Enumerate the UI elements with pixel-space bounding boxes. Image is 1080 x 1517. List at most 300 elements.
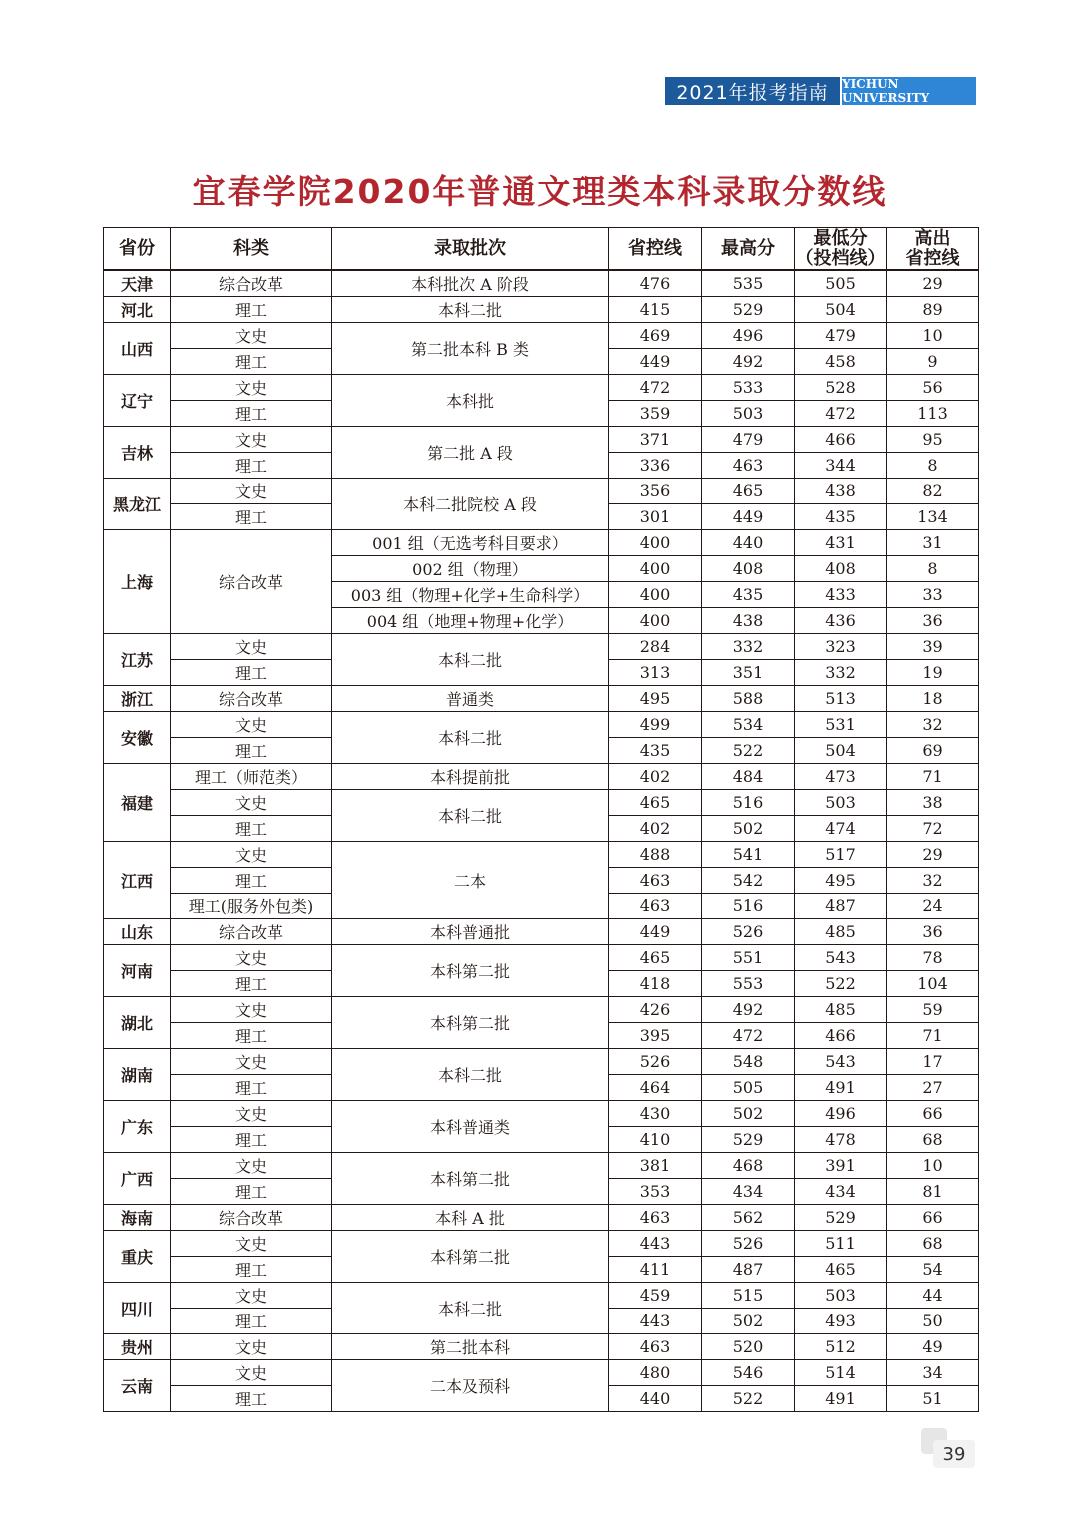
table-row: [104, 919, 979, 945]
control-line-cell: 402: [609, 763, 702, 789]
control-line-cell: 359: [609, 400, 702, 426]
table-row: [104, 478, 979, 504]
control-line-cell: 464: [609, 1075, 702, 1101]
category-cell: 文史: [171, 1049, 332, 1075]
category-cell: 文史: [171, 945, 332, 971]
above-control-cell: 68: [887, 1126, 979, 1152]
table-row: [104, 686, 979, 712]
province-cell: 四川: [104, 1282, 171, 1334]
min-score-cell: 522: [795, 971, 887, 997]
category-cell: 理工: [171, 1386, 332, 1412]
batch-cell: 本科二批: [332, 1282, 609, 1334]
table-row: [104, 296, 979, 322]
control-line-cell: 499: [609, 711, 702, 737]
min-score-cell: 391: [795, 1152, 887, 1178]
page-number: 39: [933, 1440, 975, 1468]
max-score-cell: 551: [702, 945, 795, 971]
max-score-cell: 516: [702, 893, 795, 919]
min-score-cell: 458: [795, 348, 887, 374]
min-score-cell: 504: [795, 737, 887, 763]
min-score-cell: 332: [795, 660, 887, 686]
above-control-cell: 19: [887, 660, 979, 686]
min-score-cell: 491: [795, 1075, 887, 1101]
min-score-cell: 543: [795, 945, 887, 971]
control-line-cell: 426: [609, 997, 702, 1023]
table-row: [104, 1204, 979, 1230]
control-line-cell: 476: [609, 270, 702, 296]
above-control-cell: 89: [887, 296, 979, 322]
table-row: [104, 374, 979, 400]
category-cell: 文史: [171, 789, 332, 815]
control-line-cell: 410: [609, 1126, 702, 1152]
control-line-cell: 463: [609, 893, 702, 919]
table-row: [104, 426, 979, 452]
above-control-cell: 78: [887, 945, 979, 971]
batch-cell: 004 组（地理+物理+化学）: [332, 608, 609, 634]
control-line-cell: 440: [609, 1386, 702, 1412]
category-cell: 综合改革: [171, 919, 332, 945]
category-cell: 理工: [171, 867, 332, 893]
batch-cell: 二本及预科: [332, 1360, 609, 1412]
table-row: [104, 1101, 979, 1127]
control-line-cell: 465: [609, 789, 702, 815]
control-line-cell: 313: [609, 660, 702, 686]
max-score-cell: 332: [702, 634, 795, 660]
max-score-cell: 553: [702, 971, 795, 997]
batch-cell: 002 组（物理）: [332, 556, 609, 582]
min-score-cell: 485: [795, 997, 887, 1023]
province-cell: 海南: [104, 1204, 171, 1230]
category-cell: 理工: [171, 452, 332, 478]
province-cell: 湖北: [104, 997, 171, 1049]
min-score-cell: 517: [795, 841, 887, 867]
category-cell: 理工: [171, 737, 332, 763]
table-row: [104, 1049, 979, 1075]
column-header: 最高分: [702, 228, 795, 271]
province-cell: 河南: [104, 945, 171, 997]
category-cell: 综合改革: [171, 270, 332, 296]
above-control-cell: 50: [887, 1308, 979, 1334]
min-score-cell: 495: [795, 867, 887, 893]
category-cell: 文史: [171, 1101, 332, 1127]
max-score-cell: 529: [702, 1126, 795, 1152]
above-control-cell: 9: [887, 348, 979, 374]
category-cell: 文史: [171, 322, 332, 348]
min-score-cell: 503: [795, 789, 887, 815]
max-score-cell: 438: [702, 608, 795, 634]
control-line-cell: 400: [609, 582, 702, 608]
batch-cell: 第二批 A 段: [332, 426, 609, 478]
table-body: [104, 270, 979, 1412]
category-cell: 理工: [171, 971, 332, 997]
university-label: YICHUN UNIVERSITY: [840, 77, 976, 105]
min-score-cell: 529: [795, 1204, 887, 1230]
category-cell: 理工: [171, 348, 332, 374]
min-score-cell: 408: [795, 556, 887, 582]
min-score-cell: 504: [795, 296, 887, 322]
control-line-cell: 430: [609, 1101, 702, 1127]
above-control-cell: 66: [887, 1204, 979, 1230]
control-line-cell: 395: [609, 1023, 702, 1049]
province-cell: 山西: [104, 322, 171, 374]
max-score-cell: 434: [702, 1178, 795, 1204]
page-header: [665, 77, 976, 105]
table-header-row: [104, 228, 979, 271]
max-score-cell: 529: [702, 296, 795, 322]
batch-cell: 本科 A 批: [332, 1204, 609, 1230]
province-cell: 福建: [104, 763, 171, 841]
category-cell: 理工: [171, 1075, 332, 1101]
control-line-cell: 371: [609, 426, 702, 452]
max-score-cell: 535: [702, 270, 795, 296]
category-cell: 理工: [171, 504, 332, 530]
province-cell: 河北: [104, 296, 171, 322]
max-score-cell: 492: [702, 348, 795, 374]
min-score-cell: 434: [795, 1178, 887, 1204]
min-score-cell: 466: [795, 426, 887, 452]
above-control-cell: 113: [887, 400, 979, 426]
category-cell: 文史: [171, 634, 332, 660]
province-cell: 浙江: [104, 686, 171, 712]
min-score-cell: 474: [795, 815, 887, 841]
column-header: 最低分 （投档线）: [795, 227, 886, 269]
above-control-cell: 32: [887, 711, 979, 737]
min-score-cell: 436: [795, 608, 887, 634]
max-score-cell: 484: [702, 763, 795, 789]
control-line-cell: 469: [609, 322, 702, 348]
column-header: 省控线: [609, 228, 702, 271]
max-score-cell: 526: [702, 919, 795, 945]
above-control-cell: 10: [887, 322, 979, 348]
min-score-cell: 479: [795, 322, 887, 348]
max-score-cell: 505: [702, 1075, 795, 1101]
above-control-cell: 68: [887, 1230, 979, 1256]
table-row: [104, 1230, 979, 1256]
province-cell: 山东: [104, 919, 171, 945]
min-score-cell: 485: [795, 919, 887, 945]
control-line-cell: 526: [609, 1049, 702, 1075]
max-score-cell: 542: [702, 867, 795, 893]
above-control-cell: 51: [887, 1386, 979, 1412]
above-control-cell: 33: [887, 582, 979, 608]
min-score-cell: 505: [795, 270, 887, 296]
category-cell: 文史: [171, 1334, 332, 1360]
max-score-cell: 449: [702, 504, 795, 530]
min-score-cell: 431: [795, 530, 887, 556]
above-control-cell: 32: [887, 867, 979, 893]
min-score-cell: 433: [795, 582, 887, 608]
above-control-cell: 36: [887, 919, 979, 945]
control-line-cell: 480: [609, 1360, 702, 1386]
control-line-cell: 465: [609, 945, 702, 971]
control-line-cell: 495: [609, 686, 702, 712]
category-cell: 理工: [171, 1308, 332, 1334]
province-cell: 上海: [104, 530, 171, 634]
table-row: [104, 1334, 979, 1360]
province-cell: 贵州: [104, 1334, 171, 1360]
max-score-cell: 503: [702, 400, 795, 426]
category-cell: 综合改革: [171, 530, 332, 634]
column-header: 录取批次: [332, 228, 609, 271]
category-cell: 文史: [171, 1152, 332, 1178]
control-line-cell: 336: [609, 452, 702, 478]
control-line-cell: 463: [609, 1334, 702, 1360]
batch-cell: 第二批本科: [332, 1334, 609, 1360]
min-score-cell: 512: [795, 1334, 887, 1360]
max-score-cell: 520: [702, 1334, 795, 1360]
category-cell: 文史: [171, 1360, 332, 1386]
min-score-cell: 438: [795, 478, 887, 504]
category-cell: 文史: [171, 478, 332, 504]
max-score-cell: 440: [702, 530, 795, 556]
above-control-cell: 31: [887, 530, 979, 556]
min-score-cell: 503: [795, 1282, 887, 1308]
min-score-cell: 493: [795, 1308, 887, 1334]
category-cell: 文史: [171, 374, 332, 400]
batch-cell: 本科二批: [332, 1049, 609, 1101]
batch-cell: 本科第二批: [332, 1152, 609, 1204]
max-score-cell: 548: [702, 1049, 795, 1075]
above-control-cell: 24: [887, 893, 979, 919]
above-control-cell: 10: [887, 1152, 979, 1178]
min-score-cell: 344: [795, 452, 887, 478]
control-line-cell: 463: [609, 1204, 702, 1230]
above-control-cell: 71: [887, 763, 979, 789]
batch-cell: 本科二批: [332, 711, 609, 763]
above-control-cell: 56: [887, 374, 979, 400]
province-cell: 云南: [104, 1360, 171, 1412]
table-row: [104, 322, 979, 348]
min-score-cell: 513: [795, 686, 887, 712]
max-score-cell: 472: [702, 1023, 795, 1049]
min-score-cell: 323: [795, 634, 887, 660]
table-row: [104, 634, 979, 660]
above-control-cell: 104: [887, 971, 979, 997]
batch-cell: 本科批: [332, 374, 609, 426]
table-row: [104, 841, 979, 867]
max-score-cell: 588: [702, 686, 795, 712]
max-score-cell: 496: [702, 322, 795, 348]
batch-cell: 普通类: [332, 686, 609, 712]
batch-cell: 本科普通批: [332, 919, 609, 945]
province-cell: 黑龙江: [104, 478, 171, 530]
above-control-cell: 34: [887, 1360, 979, 1386]
province-cell: 吉林: [104, 426, 171, 478]
batch-cell: 003 组（物理+化学+生命科学）: [332, 582, 609, 608]
column-header: 科类: [171, 228, 332, 271]
table-row: [104, 711, 979, 737]
above-control-cell: 81: [887, 1178, 979, 1204]
min-score-cell: 472: [795, 400, 887, 426]
batch-cell: 本科二批: [332, 296, 609, 322]
control-line-cell: 400: [609, 556, 702, 582]
max-score-cell: 351: [702, 660, 795, 686]
category-cell: 文史: [171, 997, 332, 1023]
control-line-cell: 301: [609, 504, 702, 530]
province-cell: 江苏: [104, 634, 171, 686]
category-cell: 理工: [171, 296, 332, 322]
batch-cell: 第二批本科 B 类: [332, 322, 609, 374]
above-control-cell: 59: [887, 997, 979, 1023]
min-score-cell: 466: [795, 1023, 887, 1049]
above-control-cell: 17: [887, 1049, 979, 1075]
min-score-cell: 514: [795, 1360, 887, 1386]
batch-cell: 本科第二批: [332, 945, 609, 997]
batch-cell: 本科批次 A 阶段: [332, 270, 609, 296]
above-control-cell: 134: [887, 504, 979, 530]
max-score-cell: 435: [702, 582, 795, 608]
max-score-cell: 463: [702, 452, 795, 478]
category-cell: 理工: [171, 660, 332, 686]
max-score-cell: 468: [702, 1152, 795, 1178]
above-control-cell: 82: [887, 478, 979, 504]
above-control-cell: 29: [887, 841, 979, 867]
category-cell: 文史: [171, 1282, 332, 1308]
control-line-cell: 418: [609, 971, 702, 997]
province-cell: 安徽: [104, 711, 171, 763]
min-score-cell: 531: [795, 711, 887, 737]
province-cell: 重庆: [104, 1230, 171, 1282]
batch-cell: 本科二批: [332, 634, 609, 686]
table-row: [104, 1360, 979, 1386]
max-score-cell: 487: [702, 1256, 795, 1282]
min-score-cell: 491: [795, 1386, 887, 1412]
province-cell: 广西: [104, 1152, 171, 1204]
above-control-cell: 29: [887, 270, 979, 296]
batch-cell: 本科提前批: [332, 763, 609, 789]
batch-cell: 本科二批: [332, 789, 609, 841]
max-score-cell: 546: [702, 1360, 795, 1386]
batch-cell: 本科第二批: [332, 997, 609, 1049]
batch-cell: 001 组（无选考科目要求）: [332, 530, 609, 556]
above-control-cell: 66: [887, 1101, 979, 1127]
max-score-cell: 465: [702, 478, 795, 504]
min-score-cell: 487: [795, 893, 887, 919]
control-line-cell: 400: [609, 530, 702, 556]
max-score-cell: 492: [702, 997, 795, 1023]
control-line-cell: 284: [609, 634, 702, 660]
max-score-cell: 515: [702, 1282, 795, 1308]
table-row: [104, 763, 979, 789]
category-cell: 文史: [171, 1230, 332, 1256]
control-line-cell: 488: [609, 841, 702, 867]
min-score-cell: 465: [795, 1256, 887, 1282]
control-line-cell: 411: [609, 1256, 702, 1282]
min-score-cell: 473: [795, 763, 887, 789]
category-cell: 理工: [171, 1178, 332, 1204]
admission-score-table: [103, 227, 979, 1412]
max-score-cell: 479: [702, 426, 795, 452]
category-cell: 综合改革: [171, 686, 332, 712]
max-score-cell: 516: [702, 789, 795, 815]
category-cell: 理工: [171, 1023, 332, 1049]
control-line-cell: 435: [609, 737, 702, 763]
min-score-cell: 478: [795, 1126, 887, 1152]
batch-cell: 本科第二批: [332, 1230, 609, 1282]
above-control-cell: 72: [887, 815, 979, 841]
max-score-cell: 502: [702, 1308, 795, 1334]
control-line-cell: 415: [609, 296, 702, 322]
above-control-cell: 95: [887, 426, 979, 452]
min-score-cell: 528: [795, 374, 887, 400]
category-cell: 理工: [171, 1256, 332, 1282]
max-score-cell: 522: [702, 737, 795, 763]
table-row: [104, 270, 979, 296]
max-score-cell: 502: [702, 1101, 795, 1127]
batch-cell: 本科二批院校 A 段: [332, 478, 609, 530]
max-score-cell: 541: [702, 841, 795, 867]
control-line-cell: 402: [609, 815, 702, 841]
control-line-cell: 443: [609, 1308, 702, 1334]
control-line-cell: 381: [609, 1152, 702, 1178]
control-line-cell: 353: [609, 1178, 702, 1204]
category-cell: 文史: [171, 711, 332, 737]
control-line-cell: 443: [609, 1230, 702, 1256]
min-score-cell: 543: [795, 1049, 887, 1075]
above-control-cell: 44: [887, 1282, 979, 1308]
category-cell: 理工（师范类）: [171, 763, 332, 789]
above-control-cell: 69: [887, 737, 979, 763]
max-score-cell: 522: [702, 1386, 795, 1412]
above-control-cell: 36: [887, 608, 979, 634]
above-control-cell: 54: [887, 1256, 979, 1282]
table-row: [104, 530, 979, 556]
control-line-cell: 472: [609, 374, 702, 400]
above-control-cell: 38: [887, 789, 979, 815]
column-header: 高出 省控线: [887, 228, 979, 271]
page-title: 宜春学院2020年普通文理类本科录取分数线: [192, 172, 888, 211]
province-cell: 江西: [104, 841, 171, 919]
guide-label: 2021年报考指南: [665, 77, 840, 105]
category-cell: 理工: [171, 1126, 332, 1152]
above-control-cell: 49: [887, 1334, 979, 1360]
max-score-cell: 408: [702, 556, 795, 582]
category-cell: 文史: [171, 426, 332, 452]
batch-cell: 本科普通类: [332, 1101, 609, 1153]
category-cell: 综合改革: [171, 1204, 332, 1230]
min-score-cell: 496: [795, 1101, 887, 1127]
control-line-cell: 400: [609, 608, 702, 634]
above-control-cell: 39: [887, 634, 979, 660]
table-row: [104, 1282, 979, 1308]
control-line-cell: 356: [609, 478, 702, 504]
above-control-cell: 8: [887, 556, 979, 582]
above-control-cell: 27: [887, 1075, 979, 1101]
batch-cell: 二本: [332, 841, 609, 919]
control-line-cell: 463: [609, 867, 702, 893]
province-cell: 广东: [104, 1101, 171, 1153]
max-score-cell: 526: [702, 1230, 795, 1256]
above-control-cell: 71: [887, 1023, 979, 1049]
category-cell: 文史: [171, 841, 332, 867]
max-score-cell: 533: [702, 374, 795, 400]
table-row: [104, 1152, 979, 1178]
province-cell: 天津: [104, 270, 171, 296]
above-control-cell: 18: [887, 686, 979, 712]
control-line-cell: 449: [609, 348, 702, 374]
control-line-cell: 459: [609, 1282, 702, 1308]
min-score-cell: 435: [795, 504, 887, 530]
max-score-cell: 534: [702, 711, 795, 737]
table-row: [104, 789, 979, 815]
category-cell: 理工: [171, 400, 332, 426]
above-control-cell: 8: [887, 452, 979, 478]
table-row: [104, 945, 979, 971]
max-score-cell: 502: [702, 815, 795, 841]
control-line-cell: 449: [609, 919, 702, 945]
column-header: 省份: [104, 228, 171, 271]
min-score-cell: 511: [795, 1230, 887, 1256]
